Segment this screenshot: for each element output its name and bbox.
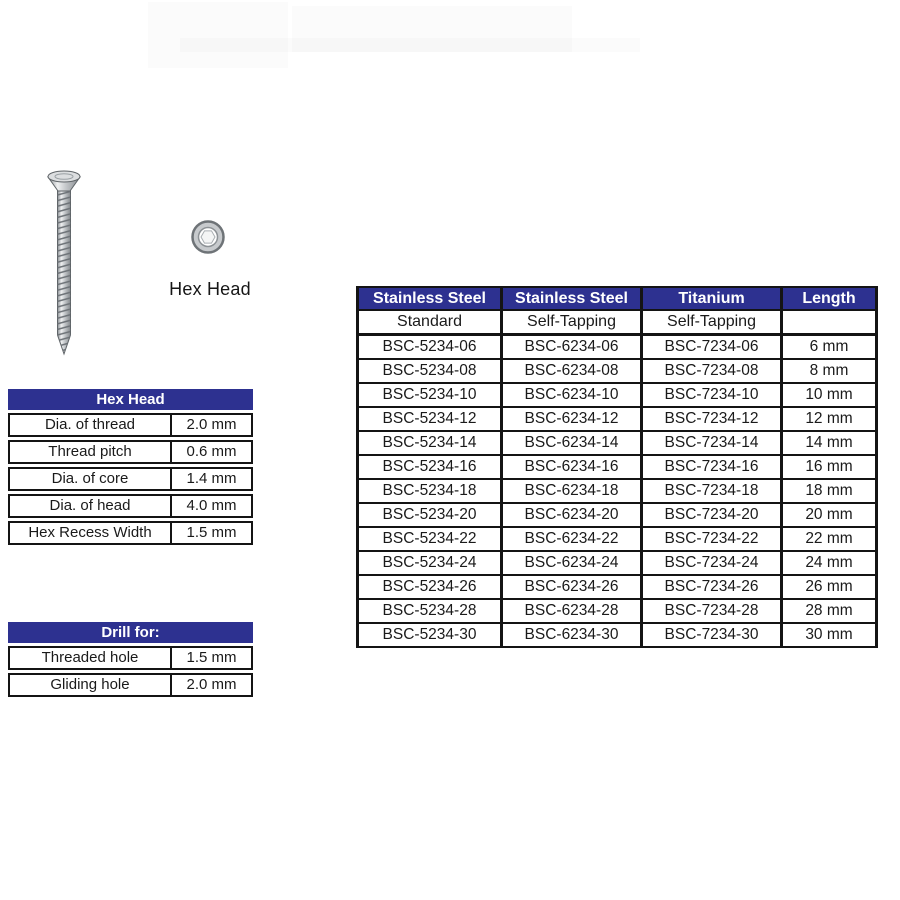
table-row [358, 431, 877, 455]
subheader-selftapping-1: Self-Tapping [502, 310, 642, 335]
part-number-cell: BSC-6234-08 [502, 359, 642, 383]
column-header-stainless-selftapping: Stainless Steel [502, 287, 642, 310]
part-number-cell: BSC-5234-30 [358, 623, 502, 647]
spec-row [8, 440, 253, 464]
table-row [358, 551, 877, 575]
length-cell: 30 mm [782, 623, 877, 647]
table-row [358, 479, 877, 503]
hex-head-top-view-icon [188, 217, 228, 257]
table-row [358, 599, 877, 623]
table-row [358, 335, 877, 360]
part-number-cell: BSC-6234-20 [502, 503, 642, 527]
part-number-cell: BSC-7234-16 [642, 455, 782, 479]
spec-row [8, 467, 253, 491]
length-cell: 16 mm [782, 455, 877, 479]
part-number-cell: BSC-5234-26 [358, 575, 502, 599]
part-number-cell: BSC-7234-30 [642, 623, 782, 647]
table-row [358, 383, 877, 407]
faded-header-ghost [148, 2, 288, 68]
spec-table-rows [8, 413, 253, 545]
spec-row-label: Dia. of head [10, 496, 172, 516]
part-number-cell: BSC-6234-10 [502, 383, 642, 407]
length-cell: 10 mm [782, 383, 877, 407]
length-cell: 24 mm [782, 551, 877, 575]
table-row [358, 575, 877, 599]
part-number-cell: BSC-5234-10 [358, 383, 502, 407]
faded-header-ghost [180, 38, 640, 52]
table-row [358, 455, 877, 479]
length-cell: 20 mm [782, 503, 877, 527]
parts-subheader-row [358, 310, 877, 335]
spec-row [8, 646, 253, 670]
part-number-cell: BSC-7234-20 [642, 503, 782, 527]
length-cell: 18 mm [782, 479, 877, 503]
table-row [358, 623, 877, 647]
part-number-cell: BSC-5234-16 [358, 455, 502, 479]
hex-head-spec-table [8, 389, 253, 545]
part-number-cell: BSC-6234-16 [502, 455, 642, 479]
length-cell: 26 mm [782, 575, 877, 599]
spec-row-label: Threaded hole [10, 648, 172, 668]
column-header-stainless-standard: Stainless Steel [358, 287, 502, 310]
part-number-cell: BSC-6234-30 [502, 623, 642, 647]
spec-row-label: Thread pitch [10, 442, 172, 462]
hex-head-caption: Hex Head [169, 279, 251, 299]
drill-table-rows [8, 646, 253, 697]
column-header-length: Length [782, 287, 877, 310]
subheader-standard: Standard [358, 310, 502, 335]
part-number-cell: BSC-6234-06 [502, 335, 642, 360]
part-number-cell: BSC-5234-12 [358, 407, 502, 431]
drill-for-table [8, 622, 253, 697]
part-number-cell: BSC-6234-28 [502, 599, 642, 623]
spec-row-value: 1.4 mm [186, 470, 237, 487]
part-number-cell: BSC-5234-24 [358, 551, 502, 575]
table-row [358, 527, 877, 551]
spec-row-value: 0.6 mm [186, 443, 237, 460]
part-number-cell: BSC-5234-20 [358, 503, 502, 527]
spec-row-label: Dia. of thread [10, 415, 172, 435]
parts-table-body [358, 335, 877, 648]
parts-header-row [358, 287, 877, 310]
part-number-cell: BSC-6234-12 [502, 407, 642, 431]
drill-table-title: Drill for: [8, 622, 253, 643]
part-number-cell: BSC-6234-22 [502, 527, 642, 551]
part-number-cell: BSC-6234-18 [502, 479, 642, 503]
subheader-length-blank [782, 310, 877, 335]
part-number-cell: BSC-6234-24 [502, 551, 642, 575]
table-row [358, 407, 877, 431]
length-cell: 8 mm [782, 359, 877, 383]
length-cell: 22 mm [782, 527, 877, 551]
length-cell: 28 mm [782, 599, 877, 623]
spec-row-label: Dia. of core [10, 469, 172, 489]
screw-side-view-icon [44, 168, 84, 358]
column-header-titanium: Titanium [642, 287, 782, 310]
part-number-cell: BSC-7234-10 [642, 383, 782, 407]
part-number-table [356, 286, 878, 648]
part-number-cell: BSC-7234-22 [642, 527, 782, 551]
length-cell: 6 mm [782, 335, 877, 360]
part-number-cell: BSC-7234-28 [642, 599, 782, 623]
spec-row-label: Hex Recess Width [10, 523, 172, 543]
part-number-cell: BSC-7234-12 [642, 407, 782, 431]
spec-row [8, 673, 253, 697]
spec-row-value: 2.0 mm [186, 676, 237, 693]
spec-row-value: 1.5 mm [186, 649, 237, 666]
part-number-cell: BSC-7234-26 [642, 575, 782, 599]
table-row [358, 359, 877, 383]
part-number-cell: BSC-7234-18 [642, 479, 782, 503]
part-number-cell: BSC-7234-06 [642, 335, 782, 360]
spec-row-label: Gliding hole [10, 675, 172, 695]
spec-row [8, 494, 253, 518]
part-number-cell: BSC-6234-26 [502, 575, 642, 599]
spec-row-value: 1.5 mm [186, 524, 237, 541]
part-number-cell: BSC-5234-22 [358, 527, 502, 551]
part-number-cell: BSC-6234-14 [502, 431, 642, 455]
subheader-selftapping-2: Self-Tapping [642, 310, 782, 335]
part-number-cell: BSC-5234-28 [358, 599, 502, 623]
part-number-cell: BSC-5234-18 [358, 479, 502, 503]
spec-row-value: 4.0 mm [186, 497, 237, 514]
part-number-cell: BSC-5234-08 [358, 359, 502, 383]
spec-table-title: Hex Head [8, 389, 253, 410]
spec-row-value: 2.0 mm [186, 416, 237, 433]
spec-row [8, 413, 253, 437]
table-row [358, 503, 877, 527]
part-number-cell: BSC-7234-14 [642, 431, 782, 455]
part-number-cell: BSC-5234-14 [358, 431, 502, 455]
part-number-cell: BSC-7234-24 [642, 551, 782, 575]
length-cell: 12 mm [782, 407, 877, 431]
part-number-cell: BSC-5234-06 [358, 335, 502, 360]
length-cell: 14 mm [782, 431, 877, 455]
part-number-cell: BSC-7234-08 [642, 359, 782, 383]
spec-row [8, 521, 253, 545]
